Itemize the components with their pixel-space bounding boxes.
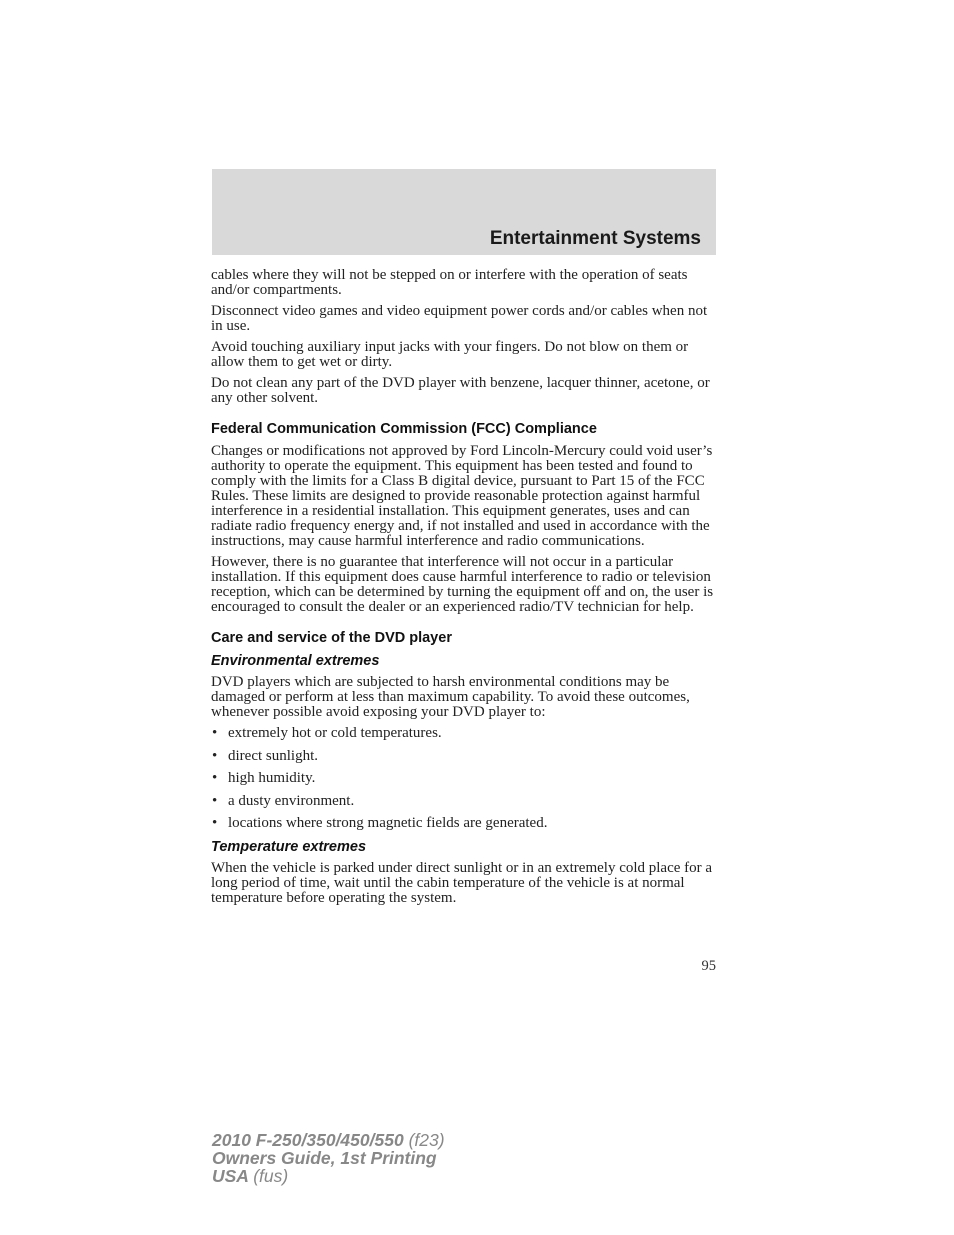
list-item xyxy=(211,749,716,764)
paragraph: DVD players which are subjected to harsh environmental conditions may be damaged or perform at less than maximum capability. To avoid these outcomes, whenever possible avoid exposing your DVD player to: xyxy=(211,674,690,720)
list-item-text: high humidity. xyxy=(228,770,316,786)
paragraph: Do not clean any part of the DVD player with benzene, lacquer thinner, acetone, or any other solvent. xyxy=(211,375,710,406)
footer-market: USA xyxy=(212,1166,249,1186)
paragraph: cables where they will not be stepped on or interfere with the operation of seats and/or compartments. xyxy=(211,267,688,298)
page-number: 95 xyxy=(701,958,716,974)
list-item xyxy=(211,726,716,741)
list-item-text: locations where strong magnetic fields are generated. xyxy=(228,815,548,831)
paragraph: Disconnect video games and video equipment power cords and/or cables when not in use. xyxy=(211,303,708,334)
bullet-icon: • xyxy=(212,815,218,831)
fcc-heading: Federal Communication Commission (FCC) Compliance xyxy=(211,421,597,437)
paragraph: Changes or modifications not approved by Ford Lincoln-Mercury could void user’s authority to operate the equipment. This equipment has been tested and found to comply with the limits for a Class B digital device, pursuant to Part 15 of the FCC Rules. These limits are designed to provide reasonable protection against harmful interference in a residential installation. This equipment generates, uses and can radiate radio frequency energy and, if not installed and used in accordance with the instructions, may cause harmful interference and radio communications. xyxy=(211,443,713,549)
bullet-icon: • xyxy=(212,725,218,741)
paragraph: When the vehicle is parked under direct sunlight or in an extremely cold place for a long period of time, wait until the cabin temperature of the vehicle is at normal temperature before operating the system. xyxy=(211,860,713,906)
section-title: Entertainment Systems xyxy=(489,228,701,249)
list-item xyxy=(211,816,716,831)
footer-market-line xyxy=(212,1167,445,1185)
list-item-text: extremely hot or cold temperatures. xyxy=(228,725,442,741)
list-item xyxy=(211,771,716,786)
list-item-text: direct sunlight. xyxy=(228,747,318,764)
bullet-icon: • xyxy=(212,792,218,809)
temperature-subheading: Temperature extremes xyxy=(211,839,367,855)
bullet-icon: • xyxy=(212,747,218,764)
environmental-bullet-list xyxy=(211,726,716,831)
list-item xyxy=(211,794,716,809)
footer-model-code: (f23) xyxy=(408,1130,445,1150)
footer-market-code: (fus) xyxy=(253,1166,289,1186)
footer-guide: Owners Guide, 1st Printing xyxy=(212,1148,437,1168)
document-footer xyxy=(212,1131,445,1185)
page-content xyxy=(211,268,716,912)
paragraph: Avoid touching auxiliary input jacks with your fingers. Do not blow on them or allow them to get wet or dirty. xyxy=(211,339,689,370)
environmental-subheading: Environmental extremes xyxy=(211,653,380,669)
footer-model: 2010 F-250/350/450/550 xyxy=(212,1130,404,1150)
footer-model-line xyxy=(212,1131,445,1149)
care-heading: Care and service of the DVD player xyxy=(211,630,452,646)
list-item-text: a dusty environment. xyxy=(228,792,355,809)
bullet-icon: • xyxy=(212,770,218,786)
section-header-band xyxy=(212,169,716,255)
paragraph: However, there is no guarantee that interference will not occur in a particular installation. If this equipment does cause harmful interference to radio or television reception, which can be determined by turning the equipment off and on, the user is encouraged to consult the dealer or an experienced radio/TV technician for help. xyxy=(211,554,714,615)
